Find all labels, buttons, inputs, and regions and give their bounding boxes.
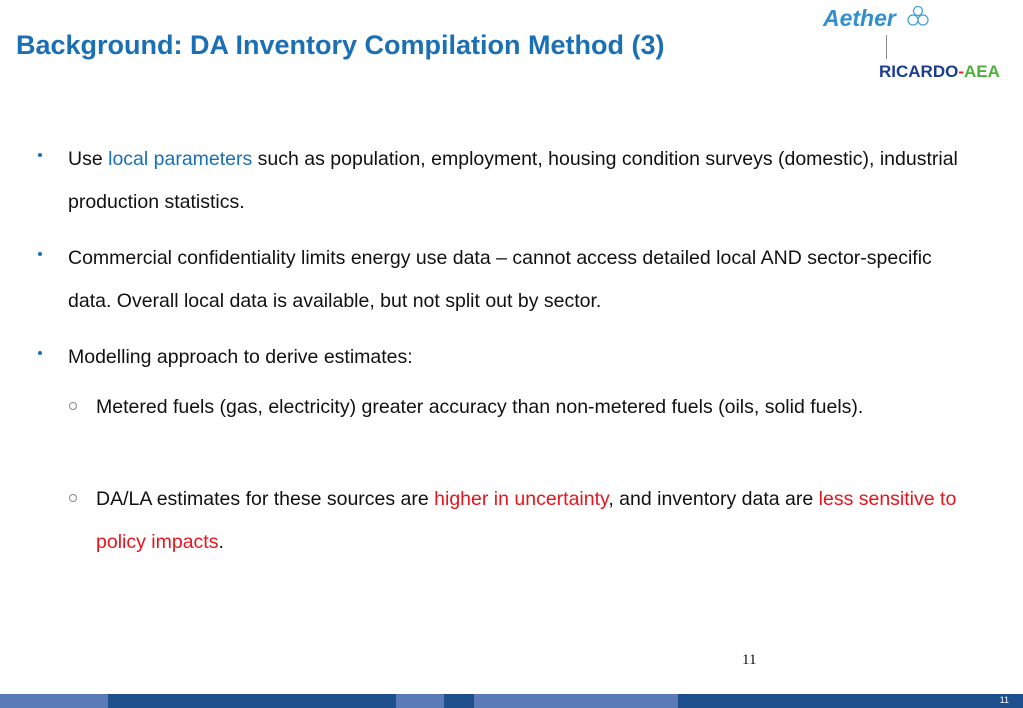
footer-bar (0, 694, 1023, 708)
footer-segment (108, 694, 396, 708)
circle-bullet-icon (69, 494, 77, 502)
footer-segment (678, 694, 838, 708)
bullet-highlight: local parameters (108, 148, 253, 170)
sub-bullet-mid: , and inventory data are (608, 488, 819, 510)
bullet-text-post: such as population, employment, housing condition surveys (domestic), industrial production statistics. (68, 148, 958, 213)
bullet-text: Modelling approach to derive estimates: (68, 346, 413, 368)
sub-bullet-text (96, 478, 986, 564)
ricardo-aea-logo (879, 62, 1000, 82)
circle-bullet-icon (69, 402, 77, 410)
footer-segment (474, 694, 678, 708)
footer-segment (444, 694, 474, 708)
aether-logo: Aether (823, 5, 896, 31)
slide-title: Background: DA Inventory Compilation Method (3) (16, 30, 665, 60)
page-number: 11 (742, 652, 757, 668)
sub-bullet-pre: DA/LA estimates for these sources are (96, 488, 435, 510)
footer-page-number: 11 (999, 695, 1009, 705)
bubbles-icon (907, 3, 933, 29)
partner-logos (820, 2, 1020, 90)
logo-separator: - (958, 62, 965, 81)
aea-wordmark: AEA (964, 62, 1000, 81)
bullet-icon (38, 351, 42, 355)
footer-segment (396, 694, 444, 708)
sub-bullet-post: . (218, 531, 224, 553)
footer-segment (0, 694, 108, 708)
bullet-text (68, 138, 968, 224)
bullet-icon (38, 153, 42, 157)
bullet-text-pre: Use (68, 148, 109, 170)
logo-divider (886, 35, 887, 59)
sub-bullet-text: Metered fuels (gas, electricity) greater accuracy than non-metered fuels (oils, solid fuels). (96, 396, 864, 418)
ricardo-wordmark: RICARDO (879, 62, 959, 81)
bullet-text: Commercial confidentiality limits energy use data – cannot access detailed local AND sector-specific data. Overall local data is available, but not split out by sector. (68, 247, 932, 312)
uncertainty-highlight: higher in uncertainty (434, 488, 609, 510)
footer-segment (838, 694, 1023, 708)
bullet-icon (38, 252, 42, 256)
policy-highlight: less sensitive to policy impacts (96, 488, 957, 553)
